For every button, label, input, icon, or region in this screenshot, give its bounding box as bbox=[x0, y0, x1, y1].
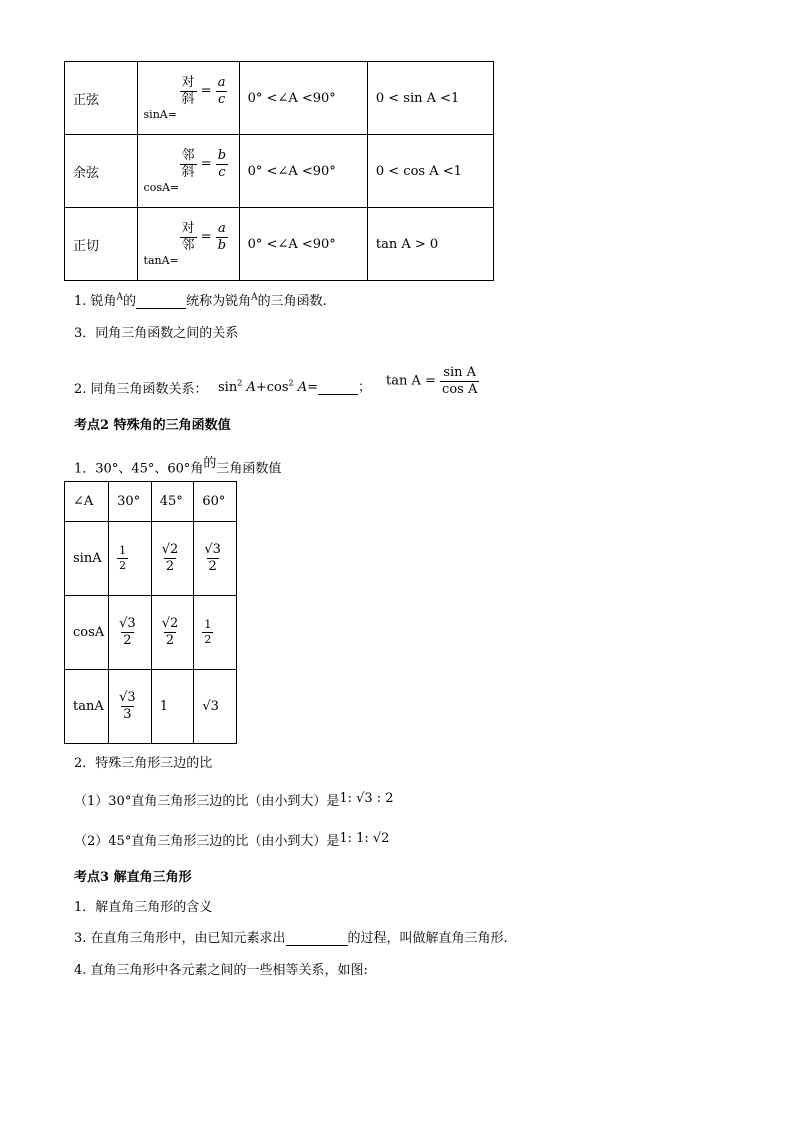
kp3-line3 bbox=[74, 927, 508, 946]
var: A bbox=[297, 380, 308, 395]
frac-den: 2 bbox=[165, 559, 175, 574]
frac-num: 1 bbox=[119, 544, 127, 558]
value-cell bbox=[109, 670, 152, 744]
frac-num: a bbox=[217, 75, 226, 90]
kp2-title: 考点2 特殊角的三角函数值 bbox=[74, 418, 231, 433]
definition-line bbox=[74, 290, 327, 309]
table-row bbox=[65, 208, 494, 281]
definition-cell bbox=[137, 135, 239, 208]
kp3-sub1: 1．解直角三角形的含义 bbox=[74, 900, 213, 915]
kp3-title: 考点3 解直角三角形 bbox=[74, 870, 192, 885]
frac-den: 2 bbox=[165, 633, 175, 648]
frac-num: √3 bbox=[119, 616, 136, 632]
frac-den: 2 bbox=[208, 559, 217, 574]
value-cell: 1 bbox=[151, 670, 194, 744]
header-cell: 30° bbox=[109, 482, 152, 522]
value-cell: √3 bbox=[194, 670, 237, 744]
ratio-value: 1: √3 : 2 bbox=[339, 791, 394, 806]
exp: 2 bbox=[237, 378, 243, 388]
frac-num: a bbox=[218, 221, 226, 236]
value-cell: 0 < cos A <1 bbox=[367, 135, 493, 208]
frac-den: c bbox=[218, 164, 226, 180]
exp: 2 bbox=[288, 378, 294, 388]
ratio-45 bbox=[74, 830, 389, 849]
row-name: 正弦 bbox=[65, 62, 138, 135]
ratio-value: 1: 1: √2 bbox=[339, 831, 390, 846]
row-name: 余弦 bbox=[65, 135, 138, 208]
row-label: tanA bbox=[65, 670, 109, 744]
frac-num: b bbox=[217, 148, 227, 163]
kp2-sub1 bbox=[74, 452, 281, 476]
var: A bbox=[116, 292, 124, 303]
frac-num: √3 bbox=[204, 542, 221, 558]
frac-num: √2 bbox=[161, 542, 179, 558]
lhs: cosA= bbox=[143, 181, 180, 194]
frac-den: 2 bbox=[123, 633, 132, 648]
table-row bbox=[65, 135, 494, 208]
table-row bbox=[65, 62, 494, 135]
text: 1. 锐角 bbox=[74, 294, 117, 309]
value-cell bbox=[151, 522, 194, 596]
section-heading: 3．同角三角函数之间的关系 bbox=[74, 326, 239, 341]
frac-den: 3 bbox=[123, 707, 132, 722]
text: （2）45°直角三角形三边的比（由小到大）是 bbox=[74, 834, 340, 849]
blank-field[interactable] bbox=[136, 294, 186, 309]
ratio-30 bbox=[74, 790, 394, 809]
blank-field[interactable] bbox=[286, 931, 348, 946]
lhs: sinA= bbox=[143, 108, 177, 121]
value-cell bbox=[109, 522, 152, 596]
text: cos bbox=[266, 380, 289, 395]
var: A bbox=[246, 380, 256, 395]
fraction: $\frac{\text{对}}{\text{斜}}$ = $\frac{a}{c}$ bbox=[181, 75, 226, 107]
text: sin bbox=[218, 380, 238, 395]
definition-cell bbox=[137, 62, 239, 135]
special-angle-table bbox=[64, 481, 237, 744]
table-row bbox=[65, 522, 237, 596]
range-cell: 0° <∠A <90° bbox=[239, 208, 367, 281]
fraction: $\frac{\text{对}}{\text{邻}}$ = $\frac{a}{b}$ bbox=[181, 221, 227, 253]
frac-den: b bbox=[217, 237, 227, 253]
text: 统称为锐角 bbox=[186, 294, 252, 309]
row-label: cosA bbox=[65, 596, 109, 670]
frac-den: 斜 bbox=[181, 164, 195, 180]
frac-den: 2 bbox=[204, 633, 212, 646]
plus: + bbox=[255, 380, 267, 395]
frac-den: c bbox=[217, 91, 226, 107]
row-label: sinA bbox=[65, 522, 109, 596]
frac-num: √2 bbox=[161, 616, 179, 632]
kp2-sub2: 2．特殊三角形三边的比 bbox=[74, 756, 213, 771]
text: 3. 在直角三角形中，由已知元素求出 bbox=[74, 931, 286, 946]
value-cell: 0 < sin A <1 bbox=[367, 62, 493, 135]
eq: = bbox=[307, 380, 319, 395]
value-cell: tan A > 0 bbox=[367, 208, 493, 281]
table-row bbox=[65, 670, 237, 744]
header-cell: 45° bbox=[151, 482, 194, 522]
blank-field[interactable] bbox=[318, 380, 358, 395]
trig-definition-table bbox=[64, 61, 494, 281]
text: （1）30°直角三角形三边的比（由小到大）是 bbox=[74, 794, 340, 809]
text: 的 bbox=[203, 456, 217, 471]
text: 的 bbox=[123, 294, 137, 309]
value-cell bbox=[109, 596, 152, 670]
range-cell: 0° <∠A <90° bbox=[239, 135, 367, 208]
header-cell: 60° bbox=[194, 482, 237, 522]
frac-den: 2 bbox=[119, 559, 127, 572]
var: A bbox=[251, 292, 258, 303]
text: 1．30°、45°、60°角 bbox=[74, 461, 204, 477]
range-cell: 0° <∠A <90° bbox=[239, 62, 367, 135]
fraction: $\frac{\text{邻}}{\text{斜}}$ = $\frac{b}{c}$ bbox=[181, 148, 227, 180]
tan-identity bbox=[386, 366, 479, 396]
text: 的三角函数. bbox=[257, 294, 327, 309]
kp3-line4: 4. 直角三角形中各元素之间的一些相等关系，如图: bbox=[74, 963, 368, 978]
frac-num: 邻 bbox=[181, 148, 195, 163]
text: 2. 同角三角函数关系： bbox=[74, 382, 208, 397]
definition-cell bbox=[137, 208, 239, 281]
frac-den: cos A bbox=[442, 381, 478, 397]
pythagorean-identity bbox=[218, 376, 371, 395]
frac-num: √3 bbox=[119, 690, 136, 706]
value-cell bbox=[151, 596, 194, 670]
sep: ； bbox=[358, 380, 372, 395]
text: 的过程，叫做解直角三角形. bbox=[347, 931, 508, 946]
header-cell: ∠A bbox=[65, 482, 109, 522]
frac-den: 邻 bbox=[181, 237, 195, 253]
lhs: tanA= bbox=[143, 254, 179, 267]
frac-den: 斜 bbox=[181, 91, 195, 107]
table-row bbox=[65, 596, 237, 670]
identity-line bbox=[74, 356, 494, 396]
frac-num: 对 bbox=[181, 75, 195, 90]
text: tan A = bbox=[386, 373, 436, 389]
text: 三角函数值 bbox=[216, 461, 282, 477]
frac-num: 对 bbox=[181, 221, 195, 236]
frac-num: sin A bbox=[443, 365, 477, 380]
table-header-row bbox=[65, 482, 237, 522]
value-cell bbox=[194, 596, 237, 670]
frac-num: 1 bbox=[204, 618, 212, 632]
row-name: 正切 bbox=[65, 208, 138, 281]
value-cell bbox=[194, 522, 237, 596]
